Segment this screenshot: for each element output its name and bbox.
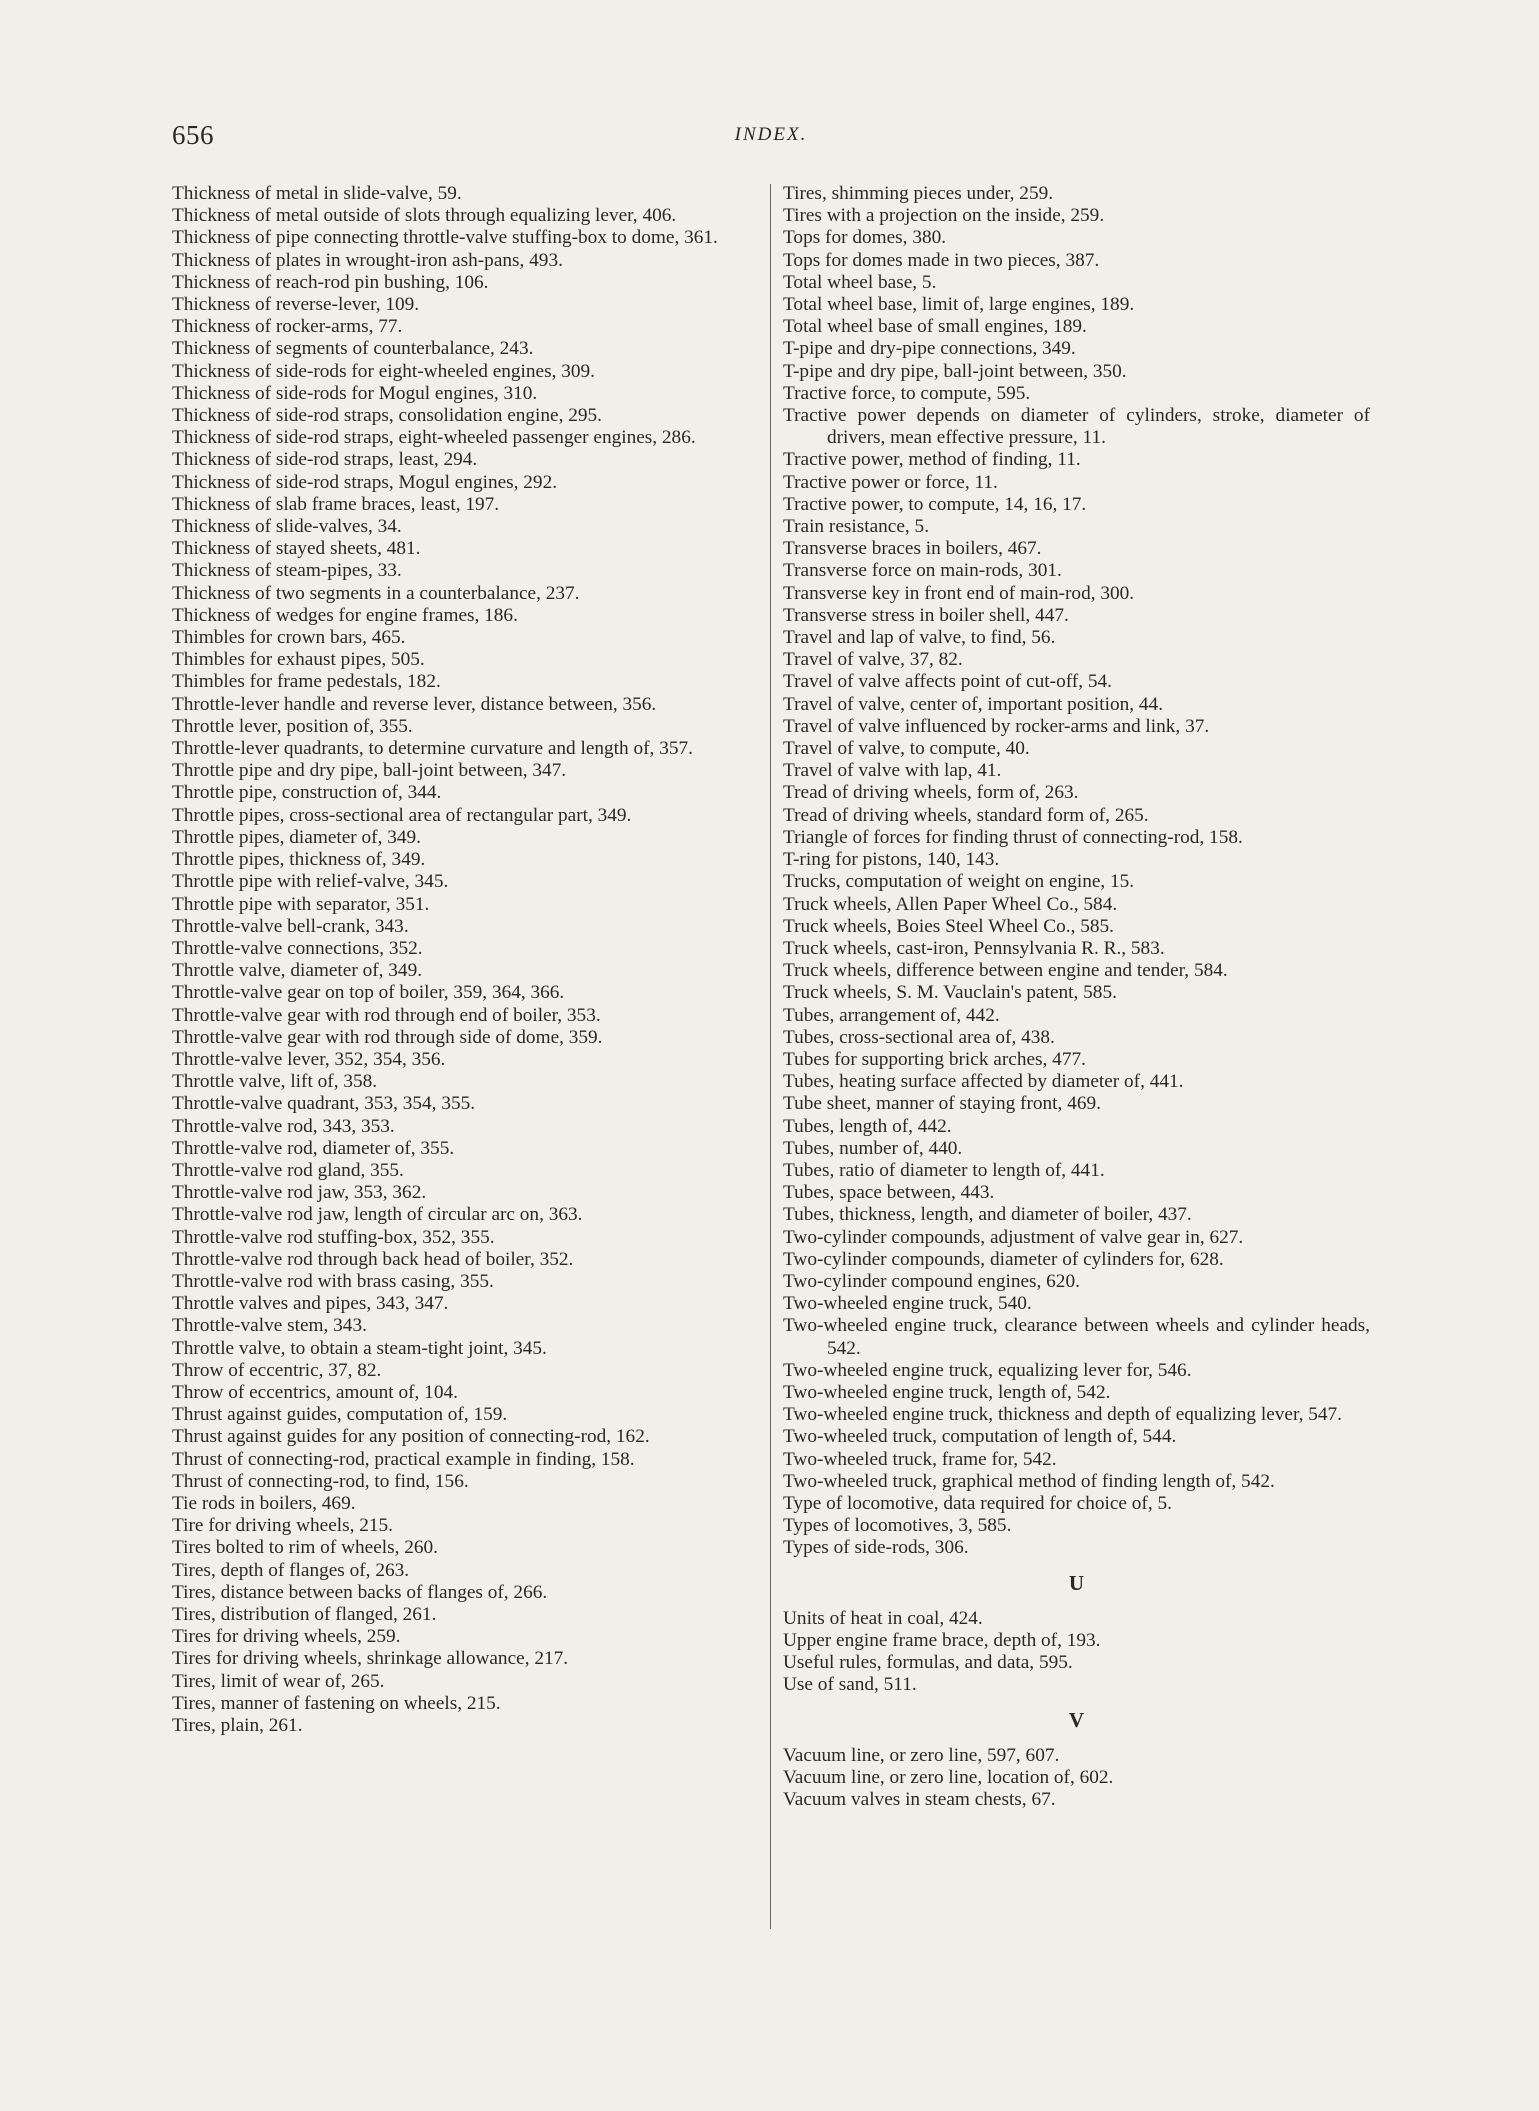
index-entry: Throttle pipe with separator, 351. — [172, 893, 430, 915]
index-entry: Thickness of reach-rod pin bushing, 106. — [172, 271, 489, 293]
index-entry: Throttle-valve gear with rod through side of dome, 359. — [172, 1026, 603, 1048]
index-entry: Two-wheeled engine truck, 540. — [783, 1293, 1032, 1315]
index-entry: Throttle pipe and dry pipe, ball-joint between, 347. — [172, 760, 567, 782]
index-entry: Tops for domes, 380. — [783, 227, 947, 249]
index-entry: Tubes, cross-sectional area of, 438. — [783, 1026, 1055, 1048]
index-entry: Tread of driving wheels, form of, 263. — [783, 782, 1079, 804]
index-entry: Throw of eccentrics, amount of, 104. — [172, 1381, 458, 1403]
index-entry: Thrust against guides for any position of connecting-rod, 162. — [172, 1426, 650, 1448]
index-entry: T-ring for pistons, 140, 143. — [783, 849, 1000, 871]
index-entry: Thickness of slab frame braces, least, 197. — [172, 493, 500, 515]
index-entry: Tires, limit of wear of, 265. — [172, 1670, 385, 1692]
section-letter: U — [1068, 1570, 1085, 1595]
index-entry: Travel and lap of valve, to find, 56. — [783, 627, 1056, 649]
index-entry: Two-cylinder compounds, diameter of cylinders for, 628. — [783, 1248, 1224, 1270]
index-entry: Truck wheels, Boies Steel Wheel Co., 585. — [783, 915, 1114, 937]
index-entry: Throttle valve, lift of, 358. — [172, 1071, 378, 1093]
index-entry: Thimbles for frame pedestals, 182. — [172, 671, 441, 693]
index-entry: Thickness of side-rod straps, eight-wheeled passenger engines, 286. — [172, 427, 696, 449]
index-entry: Tubes, number of, 440. — [783, 1137, 963, 1159]
index-entry: Thickness of side-rods for Mogul engines, 310. — [172, 382, 538, 404]
index-entry: Truck wheels, Allen Paper Wheel Co., 584. — [783, 893, 1118, 915]
index-entry: Total wheel base of small engines, 189. — [783, 316, 1087, 338]
index-entry: Total wheel base, limit of, large engines, 189. — [783, 294, 1135, 316]
index-entry: Vacuum line, or zero line, location of, 602. — [783, 1767, 1114, 1789]
index-entry: Thimbles for crown bars, 465. — [172, 627, 406, 649]
index-entry: Transverse stress in boiler shell, 447. — [783, 604, 1069, 626]
section-letter: V — [1068, 1707, 1085, 1732]
index-entry: Thickness of pipe connecting throttle-valve stuffing-box to dome, 361. — [172, 227, 718, 249]
index-entry: Thickness of steam-pipes, 33. — [172, 560, 402, 582]
index-entry: Throttle-valve gear with rod through end of boiler, 353. — [172, 1004, 601, 1026]
column-divider — [770, 184, 771, 1929]
index-entry: Tires for driving wheels, 259. — [172, 1626, 401, 1648]
index-entry: Tires, depth of flanges of, 263. — [172, 1559, 410, 1581]
running-title: INDEX. — [734, 124, 808, 145]
index-column-right — [783, 183, 1370, 1811]
index-entry: Thrust against guides, computation of, 159. — [172, 1404, 508, 1426]
index-entry: Throttle-valve rod, diameter of, 355. — [172, 1137, 455, 1159]
index-entry: Throttle lever, position of, 355. — [172, 715, 413, 737]
index-entry: Truck wheels, S. M. Vauclain's patent, 585. — [783, 982, 1117, 1004]
index-entry: Travel of valve, 37, 82. — [783, 649, 963, 671]
index-entry: Tractive power or force, 11. — [783, 471, 998, 493]
index-entry: Throttle-lever quadrants, to determine curvature and length of, 357. — [172, 738, 693, 760]
index-entry: Train resistance, 5. — [783, 516, 930, 538]
index-entry: Throttle-valve lever, 352, 354, 356. — [172, 1048, 446, 1070]
index-entry: Tires, manner of fastening on wheels, 215. — [172, 1692, 501, 1714]
index-entry: Transverse braces in boilers, 467. — [783, 538, 1042, 560]
index-entry: Tires for driving wheels, shrinkage allowance, 217. — [172, 1648, 569, 1670]
index-entry: Throttle-valve rod jaw, 353, 362. — [172, 1182, 427, 1204]
index-entry: Tubes, space between, 443. — [783, 1182, 995, 1204]
index-entry: Throttle pipe, construction of, 344. — [172, 782, 442, 804]
index-entry: Two-wheeled truck, graphical method of finding length of, 542. — [783, 1470, 1275, 1492]
index-entry: Throttle-valve stem, 343. — [172, 1315, 367, 1337]
index-entry: Units of heat in coal, 424. — [783, 1607, 983, 1629]
index-entry: Throttle-valve gear on top of boiler, 359, 364, 366. — [172, 982, 565, 1004]
index-entry: Thimbles for exhaust pipes, 505. — [172, 649, 425, 671]
index-entry: Useful rules, formulas, and data, 595. — [783, 1652, 1073, 1674]
index-entry: Throttle pipes, cross-sectional area of rectangular part, 349. — [172, 804, 632, 826]
index-entry: Throttle-valve rod stuffing-box, 352, 355. — [172, 1226, 495, 1248]
index-entry: Thickness of reverse-lever, 109. — [172, 294, 420, 316]
index-column-left — [172, 183, 754, 1737]
index-entry: Tires, distribution of flanged, 261. — [172, 1604, 437, 1625]
index-entry: Throttle pipes, thickness of, 349. — [172, 849, 426, 871]
index-entry: Tire for driving wheels, 215. — [172, 1515, 393, 1537]
index-entry: Thickness of metal in slide-valve, 59. — [172, 183, 462, 204]
index-entry: T-pipe and dry-pipe connections, 349. — [783, 338, 1076, 360]
index-entry: Thickness of side-rod straps, consolidation engine, 295. — [172, 405, 602, 427]
index-entry: Trucks, computation of weight on engine, 15. — [783, 871, 1135, 893]
index-entry: Tires, plain, 261. — [172, 1715, 303, 1737]
index-entry: Upper engine frame brace, depth of, 193. — [783, 1630, 1101, 1651]
index-entry: Tires, shimming pieces under, 259. — [783, 183, 1054, 204]
index-entry: Two-wheeled engine truck, length of, 542. — [783, 1381, 1111, 1403]
index-entry: Tubes, length of, 442. — [783, 1115, 952, 1137]
index-entry: Throttle-valve rod through back head of boiler, 352. — [172, 1248, 574, 1270]
index-entry: Type of locomotive, data required for choice of, 5. — [783, 1492, 1172, 1514]
index-entry: Travel of valve influenced by rocker-arms and link, 37. — [783, 715, 1210, 737]
index-entry: Throttle valve, to obtain a steam-tight joint, 345. — [172, 1337, 547, 1359]
index-entry: Tractive force, to compute, 595. — [783, 382, 1031, 404]
index-entry: Thickness of plates in wrought-iron ash-pans, 493. — [172, 249, 563, 271]
index-entry: T-pipe and dry pipe, ball-joint between, 350. — [783, 360, 1127, 382]
index-entry: Thickness of stayed sheets, 481. — [172, 538, 421, 560]
index-entry: Thrust of connecting-rod, practical example in finding, 158. — [172, 1448, 635, 1470]
index-entry: Throttle-valve rod jaw, length of circular arc on, 363. — [172, 1204, 583, 1226]
index-entry: Throttle valves and pipes, 343, 347. — [172, 1293, 449, 1315]
index-entry: Vacuum valves in steam chests, 67. — [783, 1789, 1056, 1811]
index-entry: Travel of valve, center of, important position, 44. — [783, 693, 1164, 715]
index-entry: Tractive power depends on diameter of cylinders, stroke, diameter of drivers, mean effective pressure, 11. — [783, 405, 1370, 449]
index-entry: Tread of driving wheels, standard form of, 265. — [783, 804, 1149, 826]
index-entry: Triangle of forces for finding thrust of connecting-rod, 158. — [783, 826, 1243, 848]
index-entry: Thickness of side-rods for eight-wheeled engines, 309. — [172, 360, 596, 382]
index-entry: Tires bolted to rim of wheels, 260. — [172, 1537, 438, 1559]
index-entry: Two-wheeled truck, frame for, 542. — [783, 1448, 1057, 1470]
index-entry: Thickness of rocker-arms, 77. — [172, 316, 403, 338]
index-entry: Thrust of connecting-rod, to find, 156. — [172, 1470, 469, 1492]
index-entry: Two-wheeled engine truck, equalizing lever for, 546. — [783, 1359, 1192, 1381]
index-entry: Thickness of wedges for engine frames, 186. — [172, 604, 518, 626]
index-entry: Transverse force on main-rods, 301. — [783, 560, 1062, 582]
index-entry: Throttle-valve rod, 343, 353. — [172, 1115, 395, 1137]
index-entry: Tractive power, to compute, 14, 16, 17. — [783, 493, 1087, 515]
index-entry: Tubes, arrangement of, 442. — [783, 1004, 1000, 1026]
index-entry: Tubes for supporting brick arches, 477. — [783, 1048, 1086, 1070]
index-entry: Thickness of slide-valves, 34. — [172, 516, 402, 538]
index-entry: Thickness of metal outside of slots through equalizing lever, 406. — [172, 205, 677, 227]
index-entry: Throttle-valve rod gland, 355. — [172, 1159, 404, 1181]
index-entry: Two-wheeled engine truck, thickness and depth of equalizing lever, 547. — [783, 1404, 1342, 1426]
index-entry: Two-cylinder compounds, adjustment of valve gear in, 627. — [783, 1226, 1244, 1248]
index-entry: Tube sheet, manner of staying front, 469. — [783, 1093, 1101, 1115]
index-entry: Throttle valve, diameter of, 349. — [172, 960, 423, 982]
index-entry: Types of locomotives, 3, 585. — [783, 1515, 1012, 1537]
index-entry: Thickness of segments of counterbalance, 243. — [172, 338, 534, 360]
index-entry: Travel of valve, to compute, 40. — [783, 738, 1030, 760]
index-entry: Two-cylinder compound engines, 620. — [783, 1270, 1080, 1292]
index-entry: Travel of valve with lap, 41. — [783, 760, 1002, 782]
index-entry: Tubes, ratio of diameter to length of, 441. — [783, 1159, 1105, 1181]
page-number: 656 — [172, 120, 214, 150]
index-entry: Throw of eccentric, 37, 82. — [172, 1359, 382, 1381]
index-entry: Two-wheeled engine truck, clearance between wheels and cylinder heads, 542. — [783, 1315, 1370, 1359]
index-entry: Truck wheels, difference between engine and tender, 584. — [783, 960, 1228, 982]
index-entry: Types of side-rods, 306. — [783, 1537, 969, 1559]
index-entry: Tires, distance between backs of flanges of, 266. — [172, 1581, 548, 1603]
index-entry: Throttle-valve quadrant, 353, 354, 355. — [172, 1093, 476, 1115]
index-entry: Throttle pipe with relief-valve, 345. — [172, 871, 449, 893]
index-entry: Throttle-valve rod with brass casing, 355. — [172, 1270, 494, 1292]
index-entry: Total wheel base, 5. — [783, 271, 937, 293]
index-entry: Tie rods in boilers, 469. — [172, 1492, 356, 1514]
index-entry: Vacuum line, or zero line, 597, 607. — [783, 1744, 1060, 1766]
index-entry: Transverse key in front end of main-rod, 300. — [783, 582, 1135, 604]
index-entry: Tubes, heating surface affected by diameter of, 441. — [783, 1071, 1184, 1093]
index-entry: Thickness of side-rod straps, Mogul engines, 292. — [172, 471, 558, 493]
index-entry: Throttle pipes, diameter of, 349. — [172, 826, 421, 848]
index-entry: Thickness of side-rod straps, least, 294. — [172, 449, 478, 471]
index-entry: Tractive power, method of finding, 11. — [783, 449, 1081, 471]
index-entry: Thickness of two segments in a counterbalance, 237. — [172, 582, 580, 604]
index-entry: Throttle-valve bell-crank, 343. — [172, 915, 409, 937]
index-entry: Tops for domes made in two pieces, 387. — [783, 249, 1100, 271]
index-entry: Throttle-valve connections, 352. — [172, 937, 423, 959]
page-header — [172, 120, 1370, 154]
index-entry: Tubes, thickness, length, and diameter of boiler, 437. — [783, 1204, 1192, 1226]
index-entry: Two-wheeled truck, computation of length of, 544. — [783, 1426, 1177, 1448]
index-entry: Throttle-lever handle and reverse lever, distance between, 356. — [172, 693, 657, 715]
index-entry: Travel of valve affects point of cut-off, 54. — [783, 671, 1112, 693]
index-entry: Tires with a projection on the inside, 259. — [783, 205, 1105, 227]
index-entry: Truck wheels, cast-iron, Pennsylvania R. R., 583. — [783, 937, 1165, 959]
index-entry: Use of sand, 511. — [783, 1674, 917, 1696]
